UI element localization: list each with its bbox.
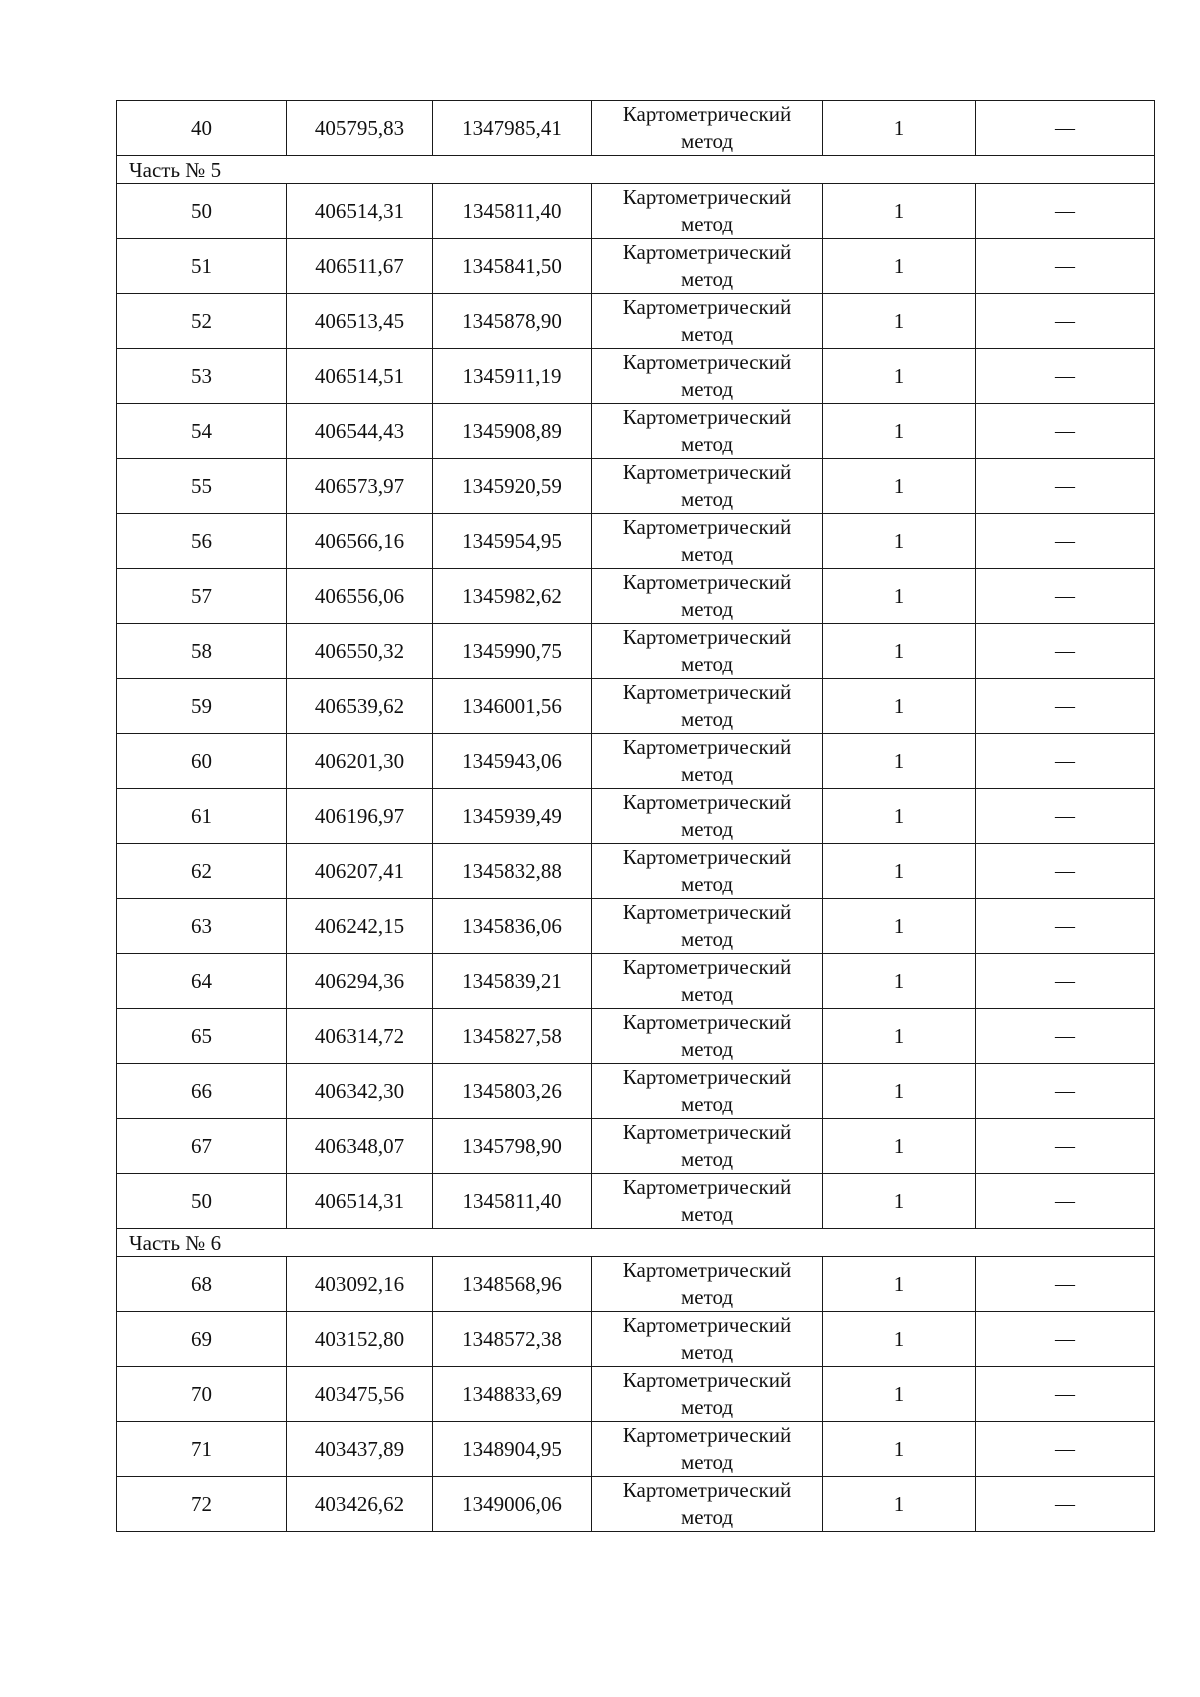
- method-cell: [592, 101, 823, 156]
- point-number: 71: [117, 1422, 287, 1477]
- method-cell: [592, 239, 823, 294]
- method-line-2: метод: [680, 817, 734, 841]
- method-line-1: Картометрический: [622, 240, 792, 264]
- x-coordinate: 406556,06: [287, 569, 433, 624]
- x-coordinate: 406196,97: [287, 789, 433, 844]
- x-coordinate: 406513,45: [287, 294, 433, 349]
- method-cell: [592, 404, 823, 459]
- note-dash: —: [976, 404, 1155, 459]
- y-coordinate: 1348572,38: [433, 1312, 592, 1367]
- section-label: Часть № 5: [117, 156, 1155, 184]
- note-dash: —: [976, 679, 1155, 734]
- x-coordinate: 406544,43: [287, 404, 433, 459]
- method-cell: [592, 1174, 823, 1229]
- point-number: 57: [117, 569, 287, 624]
- note-dash: —: [976, 789, 1155, 844]
- point-number: 62: [117, 844, 287, 899]
- method-line-1: Картометрический: [622, 735, 792, 759]
- accuracy-value: 1: [823, 789, 976, 844]
- note-dash: —: [976, 459, 1155, 514]
- accuracy-value: 1: [823, 954, 976, 1009]
- method-line-2: метод: [680, 267, 734, 291]
- method-line-2: метод: [680, 377, 734, 401]
- method-cell: [592, 1064, 823, 1119]
- x-coordinate: 403092,16: [287, 1257, 433, 1312]
- table-row: [117, 514, 1155, 569]
- y-coordinate: 1345939,49: [433, 789, 592, 844]
- method-cell: [592, 1119, 823, 1174]
- note-dash: —: [976, 954, 1155, 1009]
- point-number: 66: [117, 1064, 287, 1119]
- point-number: 54: [117, 404, 287, 459]
- y-coordinate: 1345798,90: [433, 1119, 592, 1174]
- y-coordinate: 1345878,90: [433, 294, 592, 349]
- table-row: [117, 294, 1155, 349]
- method-line-1: Картометрический: [622, 515, 792, 539]
- point-number: 68: [117, 1257, 287, 1312]
- table-row: [117, 844, 1155, 899]
- table-row: [117, 1064, 1155, 1119]
- y-coordinate: 1345841,50: [433, 239, 592, 294]
- method-line-1: Картометрический: [622, 1478, 792, 1502]
- accuracy-value: 1: [823, 459, 976, 514]
- method-line-1: Картометрический: [622, 955, 792, 979]
- point-number: 50: [117, 1174, 287, 1229]
- method-line-1: Картометрический: [622, 1065, 792, 1089]
- method-cell: [592, 349, 823, 404]
- y-coordinate: 1345920,59: [433, 459, 592, 514]
- method-line-1: Картометрический: [622, 625, 792, 649]
- accuracy-value: 1: [823, 1009, 976, 1064]
- method-cell: [592, 1422, 823, 1477]
- point-number: 58: [117, 624, 287, 679]
- table-row: [117, 624, 1155, 679]
- method-line-1: Картометрический: [622, 1258, 792, 1282]
- y-coordinate: 1345827,58: [433, 1009, 592, 1064]
- method-line-1: Картометрический: [622, 460, 792, 484]
- method-line-2: метод: [680, 1285, 734, 1309]
- y-coordinate: 1345811,40: [433, 1174, 592, 1229]
- note-dash: —: [976, 844, 1155, 899]
- note-dash: —: [976, 1009, 1155, 1064]
- method-line-1: Картометрический: [622, 845, 792, 869]
- method-cell: [592, 624, 823, 679]
- note-dash: —: [976, 1422, 1155, 1477]
- y-coordinate: 1345990,75: [433, 624, 592, 679]
- method-line-2: метод: [680, 1340, 734, 1364]
- method-line-2: метод: [680, 872, 734, 896]
- method-line-2: метод: [680, 129, 734, 153]
- table-row: [117, 101, 1155, 156]
- table-row: [117, 1009, 1155, 1064]
- point-number: 69: [117, 1312, 287, 1367]
- method-line-2: метод: [680, 1395, 734, 1419]
- accuracy-value: 1: [823, 679, 976, 734]
- method-line-1: Картометрический: [622, 570, 792, 594]
- accuracy-value: 1: [823, 624, 976, 679]
- method-cell: [592, 789, 823, 844]
- table-row: [117, 1477, 1155, 1532]
- note-dash: —: [976, 1477, 1155, 1532]
- y-coordinate: 1348904,95: [433, 1422, 592, 1477]
- accuracy-value: 1: [823, 184, 976, 239]
- note-dash: —: [976, 734, 1155, 789]
- note-dash: —: [976, 101, 1155, 156]
- table-row: [117, 459, 1155, 514]
- y-coordinate: 1346001,56: [433, 679, 592, 734]
- x-coordinate: 403152,80: [287, 1312, 433, 1367]
- note-dash: —: [976, 899, 1155, 954]
- y-coordinate: 1345943,06: [433, 734, 592, 789]
- table-row: [117, 1367, 1155, 1422]
- x-coordinate: 406514,51: [287, 349, 433, 404]
- method-cell: [592, 1312, 823, 1367]
- table-row: [117, 954, 1155, 1009]
- note-dash: —: [976, 1119, 1155, 1174]
- point-number: 51: [117, 239, 287, 294]
- accuracy-value: 1: [823, 1312, 976, 1367]
- table-row: [117, 239, 1155, 294]
- accuracy-value: 1: [823, 514, 976, 569]
- method-cell: [592, 569, 823, 624]
- accuracy-value: 1: [823, 734, 976, 789]
- x-coordinate: 406573,97: [287, 459, 433, 514]
- method-line-2: метод: [680, 432, 734, 456]
- method-line-1: Картометрический: [622, 185, 792, 209]
- method-line-2: метод: [680, 762, 734, 786]
- method-line-2: метод: [680, 1037, 734, 1061]
- point-number: 60: [117, 734, 287, 789]
- method-line-1: Картометрический: [622, 1120, 792, 1144]
- accuracy-value: 1: [823, 569, 976, 624]
- method-line-1: Картометрический: [622, 405, 792, 429]
- y-coordinate: 1345832,88: [433, 844, 592, 899]
- method-line-1: Картометрический: [622, 1423, 792, 1447]
- point-number: 55: [117, 459, 287, 514]
- point-number: 64: [117, 954, 287, 1009]
- table-row: [117, 184, 1155, 239]
- note-dash: —: [976, 514, 1155, 569]
- table-row: [117, 899, 1155, 954]
- accuracy-value: 1: [823, 899, 976, 954]
- accuracy-value: 1: [823, 1367, 976, 1422]
- y-coordinate: 1345908,89: [433, 404, 592, 459]
- method-line-2: метод: [680, 212, 734, 236]
- x-coordinate: 403437,89: [287, 1422, 433, 1477]
- note-dash: —: [976, 294, 1155, 349]
- x-coordinate: 406242,15: [287, 899, 433, 954]
- method-line-2: метод: [680, 1450, 734, 1474]
- table-row: [117, 1422, 1155, 1477]
- method-line-2: метод: [680, 982, 734, 1006]
- point-number: 52: [117, 294, 287, 349]
- accuracy-value: 1: [823, 239, 976, 294]
- accuracy-value: 1: [823, 1119, 976, 1174]
- note-dash: —: [976, 184, 1155, 239]
- point-number: 70: [117, 1367, 287, 1422]
- note-dash: —: [976, 239, 1155, 294]
- note-dash: —: [976, 1064, 1155, 1119]
- note-dash: —: [976, 569, 1155, 624]
- x-coordinate: 403475,56: [287, 1367, 433, 1422]
- method-line-1: Картометрический: [622, 102, 792, 126]
- table-row: [117, 1312, 1155, 1367]
- method-line-1: Картометрический: [622, 295, 792, 319]
- method-line-1: Картометрический: [622, 1368, 792, 1392]
- method-line-2: метод: [680, 652, 734, 676]
- table-row: [117, 569, 1155, 624]
- y-coordinate: 1345982,62: [433, 569, 592, 624]
- point-number: 72: [117, 1477, 287, 1532]
- x-coordinate: 406314,72: [287, 1009, 433, 1064]
- y-coordinate: 1345811,40: [433, 184, 592, 239]
- x-coordinate: 406514,31: [287, 1174, 433, 1229]
- accuracy-value: 1: [823, 1174, 976, 1229]
- method-cell: [592, 954, 823, 1009]
- x-coordinate: 406566,16: [287, 514, 433, 569]
- x-coordinate: 406511,67: [287, 239, 433, 294]
- accuracy-value: 1: [823, 1477, 976, 1532]
- method-line-1: Картометрический: [622, 1010, 792, 1034]
- x-coordinate: 403426,62: [287, 1477, 433, 1532]
- y-coordinate: 1345839,21: [433, 954, 592, 1009]
- note-dash: —: [976, 1312, 1155, 1367]
- method-cell: [592, 1009, 823, 1064]
- table-row: [117, 789, 1155, 844]
- method-cell: [592, 1477, 823, 1532]
- section-row: [117, 1229, 1155, 1257]
- y-coordinate: 1345911,19: [433, 349, 592, 404]
- note-dash: —: [976, 1174, 1155, 1229]
- method-line-1: Картометрический: [622, 900, 792, 924]
- point-number: 65: [117, 1009, 287, 1064]
- method-line-2: метод: [680, 487, 734, 511]
- method-line-2: метод: [680, 707, 734, 731]
- note-dash: —: [976, 624, 1155, 679]
- method-line-2: метод: [680, 1147, 734, 1171]
- x-coordinate: 405795,83: [287, 101, 433, 156]
- note-dash: —: [976, 349, 1155, 404]
- method-cell: [592, 679, 823, 734]
- point-number: 56: [117, 514, 287, 569]
- x-coordinate: 406514,31: [287, 184, 433, 239]
- x-coordinate: 406348,07: [287, 1119, 433, 1174]
- method-line-1: Картометрический: [622, 680, 792, 704]
- y-coordinate: 1345954,95: [433, 514, 592, 569]
- x-coordinate: 406550,32: [287, 624, 433, 679]
- method-line-2: метод: [680, 322, 734, 346]
- accuracy-value: 1: [823, 294, 976, 349]
- point-number: 50: [117, 184, 287, 239]
- point-number: 63: [117, 899, 287, 954]
- accuracy-value: 1: [823, 844, 976, 899]
- method-line-2: метод: [680, 1202, 734, 1226]
- x-coordinate: 406539,62: [287, 679, 433, 734]
- method-line-2: метод: [680, 1092, 734, 1116]
- method-line-2: метод: [680, 927, 734, 951]
- table-row: [117, 1174, 1155, 1229]
- method-cell: [592, 184, 823, 239]
- accuracy-value: 1: [823, 1257, 976, 1312]
- y-coordinate: 1347985,41: [433, 101, 592, 156]
- accuracy-value: 1: [823, 1422, 976, 1477]
- x-coordinate: 406342,30: [287, 1064, 433, 1119]
- method-cell: [592, 514, 823, 569]
- y-coordinate: 1348568,96: [433, 1257, 592, 1312]
- method-line-1: Картометрический: [622, 1313, 792, 1337]
- method-cell: [592, 734, 823, 789]
- table-row: [117, 679, 1155, 734]
- point-number: 61: [117, 789, 287, 844]
- table-row: [117, 1257, 1155, 1312]
- method-line-1: Картометрический: [622, 350, 792, 374]
- method-line-1: Картометрический: [622, 790, 792, 814]
- method-cell: [592, 844, 823, 899]
- method-cell: [592, 1367, 823, 1422]
- x-coordinate: 406294,36: [287, 954, 433, 1009]
- method-cell: [592, 899, 823, 954]
- point-number: 67: [117, 1119, 287, 1174]
- method-cell: [592, 294, 823, 349]
- x-coordinate: 406207,41: [287, 844, 433, 899]
- y-coordinate: 1349006,06: [433, 1477, 592, 1532]
- method-cell: [592, 1257, 823, 1312]
- x-coordinate: 406201,30: [287, 734, 433, 789]
- point-number: 53: [117, 349, 287, 404]
- point-number: 59: [117, 679, 287, 734]
- note-dash: —: [976, 1257, 1155, 1312]
- table-row: [117, 734, 1155, 789]
- method-line-2: метод: [680, 542, 734, 566]
- y-coordinate: 1345803,26: [433, 1064, 592, 1119]
- accuracy-value: 1: [823, 349, 976, 404]
- method-line-1: Картометрический: [622, 1175, 792, 1199]
- y-coordinate: 1345836,06: [433, 899, 592, 954]
- accuracy-value: 1: [823, 101, 976, 156]
- accuracy-value: 1: [823, 1064, 976, 1119]
- coordinates-table: [116, 100, 1155, 1532]
- point-number: 40: [117, 101, 287, 156]
- method-line-2: метод: [680, 597, 734, 621]
- table-row: [117, 1119, 1155, 1174]
- method-cell: [592, 459, 823, 514]
- section-row: [117, 156, 1155, 184]
- section-label: Часть № 6: [117, 1229, 1155, 1257]
- method-line-2: метод: [680, 1505, 734, 1529]
- table-row: [117, 349, 1155, 404]
- accuracy-value: 1: [823, 404, 976, 459]
- table-row: [117, 404, 1155, 459]
- y-coordinate: 1348833,69: [433, 1367, 592, 1422]
- note-dash: —: [976, 1367, 1155, 1422]
